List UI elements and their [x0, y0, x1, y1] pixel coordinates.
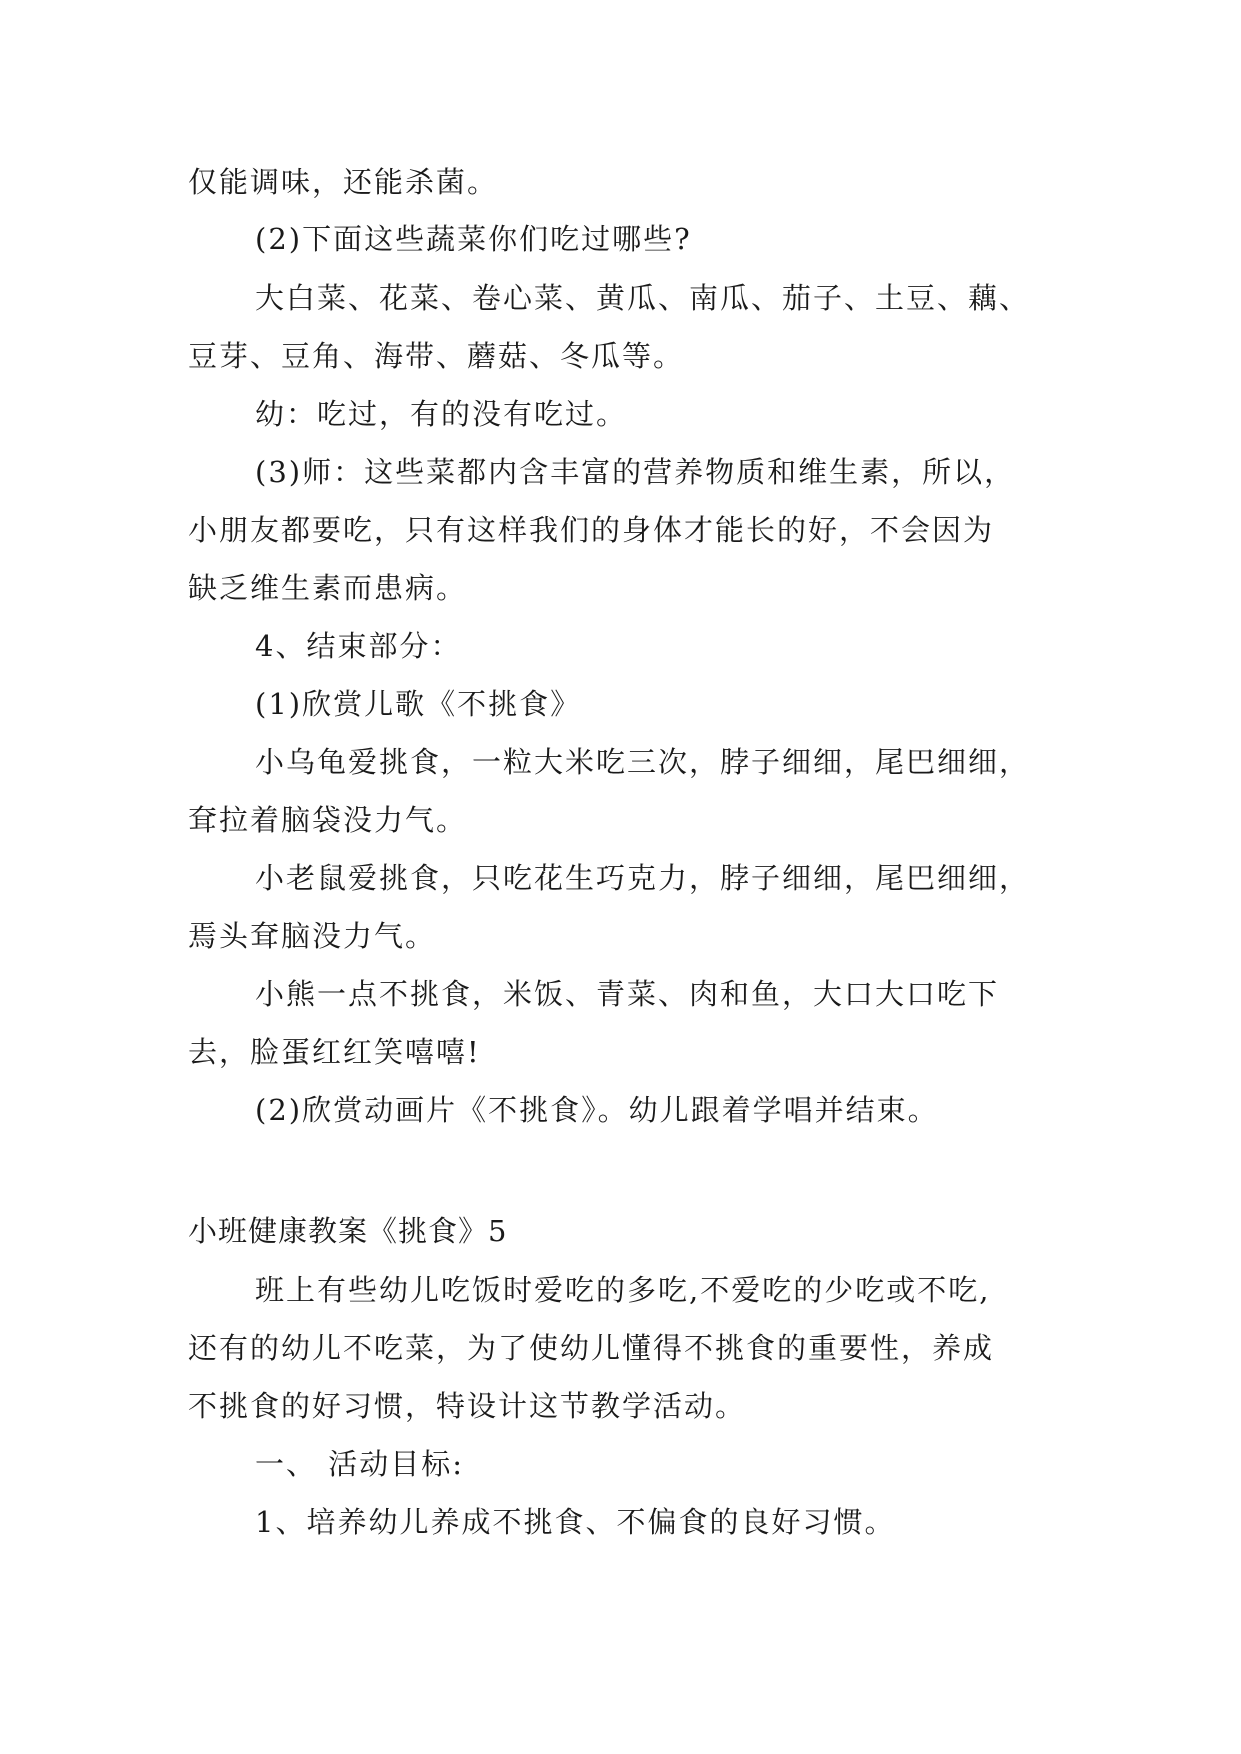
- text-line: 小熊一点不挑食，米饭、青菜、肉和鱼，大口大口吃下: [255, 977, 1000, 1011]
- text-line: 缺乏维生素而患病。: [188, 571, 468, 605]
- text-line: 幼：吃过，有的没有吃过。: [255, 397, 628, 431]
- document-title: 小班健康教案《挑食》5: [188, 1214, 508, 1248]
- text-line: 1、培养幼儿养成不挑食、不偏食的良好习惯。: [255, 1505, 896, 1539]
- text-line: 大白菜、花菜、卷心菜、黄瓜、南瓜、茄子、土豆、藕、: [255, 281, 1031, 315]
- text-line: 耷拉着脑袋没力气。: [188, 803, 468, 837]
- text-line: 小朋友都要吃，只有这样我们的身体才能长的好，不会因为: [188, 513, 995, 547]
- text-line: 豆芽、豆角、海带、蘑菇、冬瓜等。: [188, 339, 685, 373]
- text-line: 小老鼠爱挑食，只吃花生巧克力，脖子细细，尾巴细细，: [255, 861, 1031, 895]
- text-line: (1)欣赏儿歌《不挑食》: [255, 687, 582, 721]
- text-line: (2)欣赏动画片《不挑食》。幼儿跟着学唱并结束。: [255, 1093, 939, 1127]
- section-heading: 4、结束部分：: [255, 629, 462, 663]
- text-line: 小乌龟爱挑食，一粒大米吃三次，脖子细细，尾巴细细，: [255, 745, 1031, 779]
- text-line: 还有的幼儿不吃菜，为了使幼儿懂得不挑食的重要性，养成: [188, 1331, 995, 1365]
- text-line: 去，脸蛋红红笑嘻嘻!: [188, 1035, 481, 1069]
- text-line: (3)师：这些菜都内含丰富的营养物质和维生素，所以，: [255, 455, 1016, 489]
- text-line: 班上有些幼儿吃饭时爱吃的多吃,不爱吃的少吃或不吃,: [255, 1273, 991, 1307]
- text-line: 焉头耷脑没力气。: [188, 919, 437, 953]
- section-heading: 一、 活动目标:: [255, 1447, 464, 1481]
- text-line: (2)下面这些蔬菜你们吃过哪些?: [255, 222, 692, 256]
- text-line: 不挑食的好习惯，特设计这节教学活动。: [188, 1389, 747, 1423]
- text-line: 仅能调味，还能杀菌。: [188, 165, 499, 199]
